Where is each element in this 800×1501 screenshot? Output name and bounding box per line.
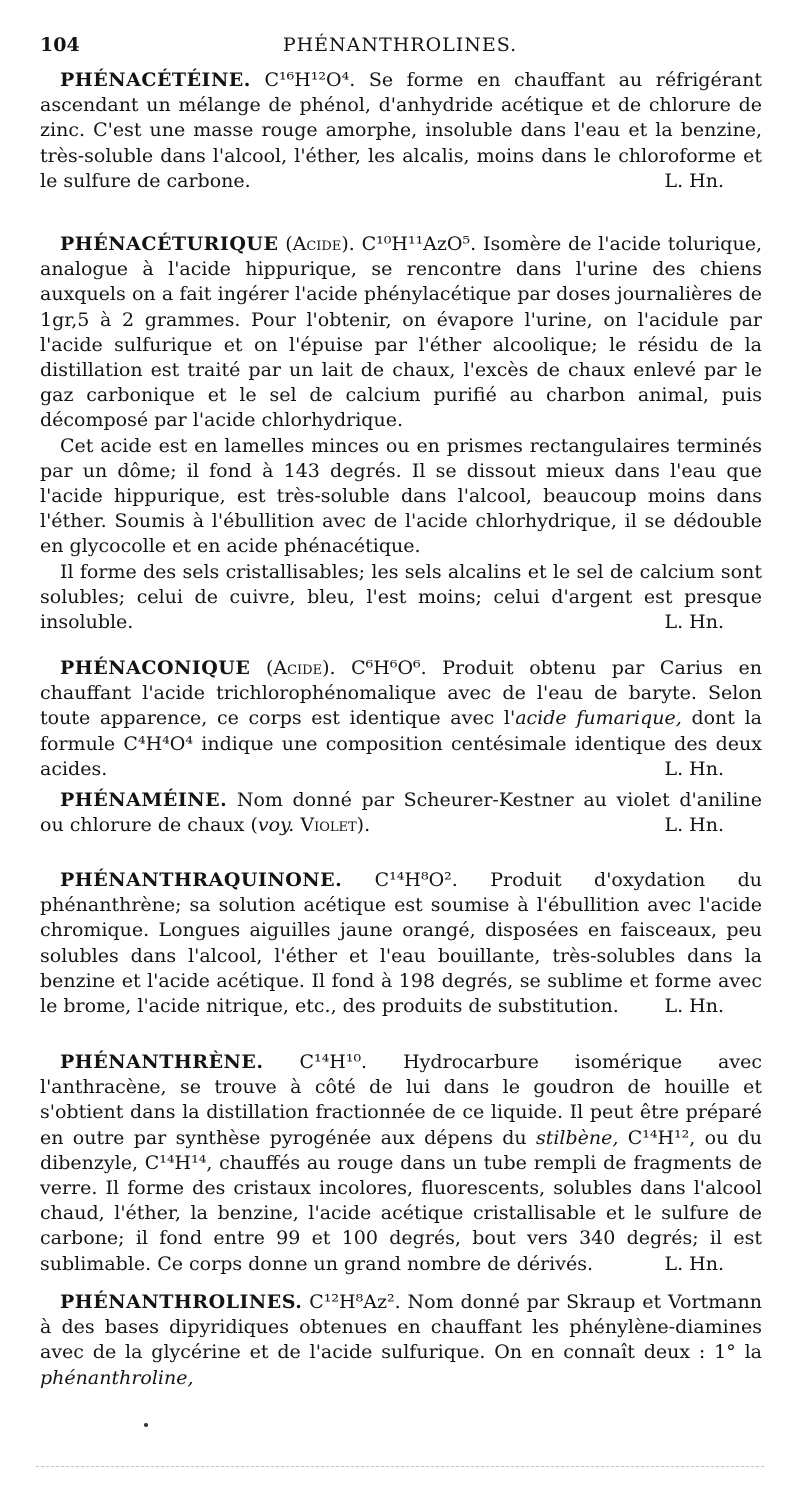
entry-qualifier: (Acide). [285, 233, 355, 255]
entry-headword: PHÉNANTHRAQUINONE. [60, 869, 343, 891]
entry-signature: L. Hn. [664, 995, 724, 1018]
entry-phenanthrolines [40, 1290, 762, 1391]
entry-formula: C¹⁴H¹⁰. [299, 1051, 368, 1073]
entry-text: Produit d'oxydation du phénanthrène; sa solution acétique est soumise à l'ébullition avec l'acide chromique. Longues aiguilles jaune orangé, disposées en faisceaux, peu solubles dans l'alcool, l'éther et l'eau bouillante, très-solubles dans la benzine et l'acide acétique. Il fond à 198 degrés, se sublime et forme avec le brome, l'acide nitrique, etc., des produits de substitution. [40, 869, 762, 1018]
entry-qualifier: (Acide). [265, 657, 336, 679]
entry-formula: C¹²H⁸Az². [309, 1291, 401, 1313]
entry-headword: PHÉNANTHRÈNE. [60, 1051, 264, 1073]
entry-formula: C¹⁰H¹¹AzO⁵. [361, 233, 477, 255]
footer-bleedthrough-line [36, 1466, 764, 1467]
page-header [40, 34, 760, 64]
entry-headword: PHÉNACÉTURIQUE [60, 233, 279, 255]
entry-formula: C¹⁶H¹²O⁴. [264, 69, 356, 91]
entry-text: Se forme en chauffant au réfrigérant ascendant un mélange de phénol, d'anhydride acétique et de chlorure de zinc. C'est une masse rouge amorphe, insoluble dans l'eau et la benzine, très-soluble dans l'alcool, l'éther, les alcalis, moins dans le chloroforme et le sulfure de carbone. [40, 69, 762, 192]
entry-signature: L. Hn. [664, 814, 724, 837]
entry-text: Produit obtenu par Carius en chauffant l'acide trichlorophénomalique avec de l'eau de baryte. Selon toute apparence, ce corps est identique avec l' [40, 657, 762, 730]
entry-phenanthrene [40, 1050, 762, 1277]
entry-italic: voy. [257, 814, 295, 837]
entry-formula: C⁶H⁶O⁶. [351, 657, 427, 679]
entry-phenaconique [40, 656, 762, 782]
entry-phenameine [40, 788, 762, 838]
entry-headword: PHÉNAMÉINE. [60, 789, 228, 811]
entry-signature: L. Hn. [664, 1252, 724, 1275]
entry-headword: PHÉNANTHROLINES. [60, 1291, 303, 1313]
page-number: 104 [40, 34, 80, 56]
entry-signature: L. Hn. [664, 169, 724, 192]
entry-signature: L. Hn. [664, 611, 724, 634]
entry-text: dont la formule C⁴H⁴O⁴ indique une composition centésimale identique des deux acides. [40, 707, 762, 780]
entry-italic: phénanthroline, [40, 1366, 194, 1389]
entry-signature: L. Hn. [664, 757, 724, 780]
running-title: PHÉNANTHROLINES. [282, 34, 518, 56]
print-speck [144, 1423, 148, 1427]
entry-paragraph: Cet acide est en lamelles minces ou en prismes rectangulaires terminés par un dôme; il fond à 143 degrés. Il se dissout mieux dans l'eau que l'acide hippurique, est très-soluble dans l'alcool, beaucoup moins dans l'éther. Soumis à l'ébullition avec de l'acide chlorhydrique, il se dédouble en glycocolle et en acide phénacétique. [40, 434, 762, 558]
entry-text: Nom donné par Scheurer-Kestner au violet d'aniline ou chlorure de chaux ( [40, 789, 762, 837]
entry-phenaceteine [40, 68, 762, 194]
entry-text: ). [356, 814, 371, 837]
entry-italic: stilbène, [535, 1126, 619, 1149]
entry-headword: PHÉNACÉTÉINE. [60, 69, 251, 91]
entry-text: C¹⁴H¹², ou du dibenzyle, C¹⁴H¹⁴, chauffés au rouge dans un tube rempli de fragments de verre. Il forme des cristaux incolores, fluorescents, solubles dans l'alcool chaud, l'éther, la benzine, l'acide acétique cristallisable et le sulfure de carbone; il fond entre 99 et 100 degrés, bout vers 340 degrés; il est sublimable. Ce corps donne un grand nombre de dérivés. [40, 1126, 763, 1275]
entry-text: Nom donné par Skraup et Vortmann à des bases dipyridiques obtenues en chauffant les phénylène-diamines avec de la glycérine et de l'acide sulfurique. On en connaît deux : 1° la [40, 1291, 762, 1364]
entry-headword: PHÉNACONIQUE [60, 657, 251, 679]
entry-text: Isomère de l'acide tolurique, analogue à l'acide hippurique, se rencontre dans l'urine des chiens auxquels on a fait ingérer l'acide phénylacétique par doses journalières de 1gr,5 à 2 grammes. Pour l'obtenir, on évapore l'urine, on l'acidule par l'acide sulfurique et on l'épuise par l'éther alcoolique; le résidu de la distillation est traité par un lait de chaux, l'excès de chaux enlevé par le gaz carbonique et le sel de calcium purifié au charbon animal, puis décomposé par l'acide chlorhydrique. [40, 233, 762, 432]
entry-italic: acide fumarique, [515, 707, 682, 730]
entry-paragraph: Il forme des sels cristallisables; les sels alcalins et le sel de calcium sont solubles; celui de cuivre, bleu, l'est moins; celui d'argent est presque insoluble. [40, 560, 762, 634]
entry-smallcaps: Violet [300, 814, 357, 837]
entry-formula: C¹⁴H⁸O². [374, 869, 458, 891]
entry-phenaceturique [40, 232, 762, 635]
entry-phenanthraquinone [40, 868, 762, 1019]
entry-text: Hydrocarbure isomérique avec l'anthracène, se trouve à côté de lui dans le goudron de houille et s'obtient dans la distillation fractionnée de ce liquide. Il peut être préparé en outre par synthèse pyrogénée aux dépens du [40, 1051, 762, 1149]
